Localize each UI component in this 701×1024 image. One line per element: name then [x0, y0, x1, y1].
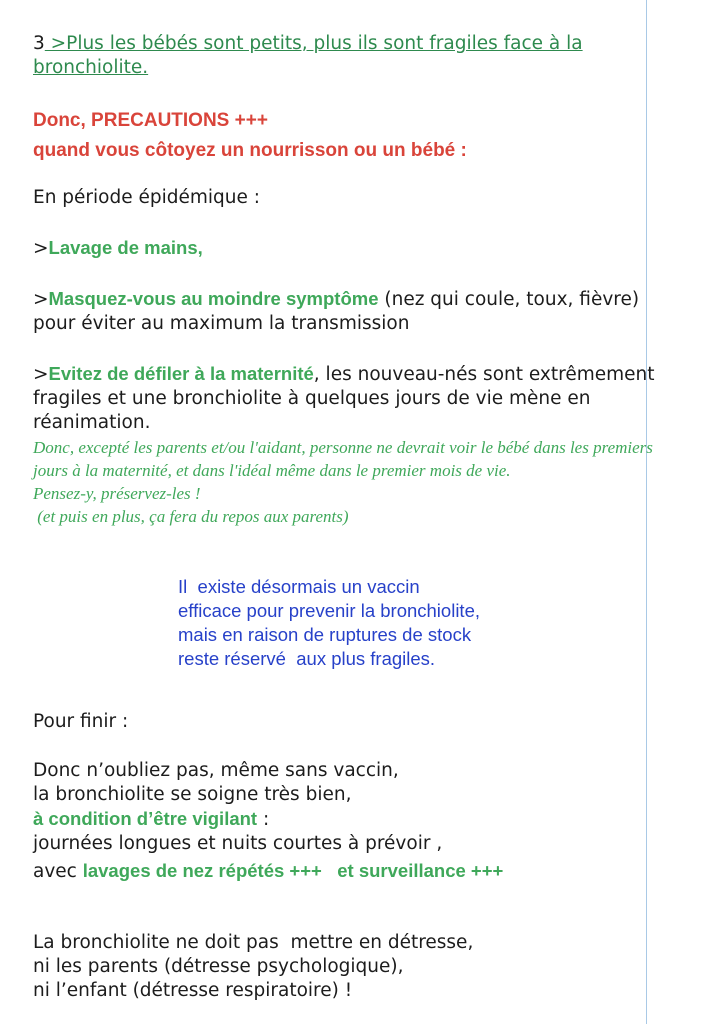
item-maternity-bold: Evitez de défiler à la maternité — [48, 363, 314, 384]
bullet-marker: > — [33, 289, 49, 310]
item-maternity — [33, 362, 655, 435]
precautions-block — [33, 106, 467, 166]
bullet-marker: > — [33, 238, 49, 259]
closing-colon: : — [257, 809, 270, 830]
distress-line: ni l’enfant (détresse respiratoire) ! — [33, 980, 353, 1001]
closing-vigilant — [33, 807, 503, 832]
item-hand-washing-bold: Lavage de mains, — [48, 237, 203, 258]
italic-note-aside: (et puis en plus, ça fera du repos aux parents) — [33, 507, 349, 526]
closing-line: Donc n’oubliez pas, même sans vaccin, — [33, 760, 399, 781]
epidemic-title: En période épidémique : — [33, 187, 261, 208]
closing-line: la bronchiolite se soigne très bien, — [33, 784, 352, 805]
precautions-subtitle: quand vous côtoyez un nourrisson ou un bébé : — [33, 140, 467, 161]
closing-pre: avec — [33, 861, 83, 882]
point-3-link[interactable]: >Plus les bébés sont petits, plus ils sont fragiles face à la bronchiolite. — [33, 33, 583, 78]
vaccine-note — [178, 575, 480, 671]
distress-line: ni les parents (détresse psychologique), — [33, 956, 404, 977]
finish-title: Pour finir : — [33, 711, 129, 732]
distress-block — [33, 931, 473, 1003]
item-hand-washing — [33, 236, 203, 261]
item-mask — [33, 287, 669, 336]
closing-line: journées longues et nuits courtes à prévoir , — [33, 833, 443, 854]
closing-block — [33, 759, 503, 884]
item-maternity-text: , les nouveau-nés sont extrêmement fragiles et une bronchiolite à quelques jours de vie mène en réanimation. — [33, 364, 655, 433]
italic-note-reminder: Pensez-y, préservez-les ! — [33, 484, 201, 503]
closing-nose-wash — [33, 859, 503, 884]
distress-line: La bronchiolite ne doit pas mettre en détresse, — [33, 932, 474, 953]
item-mask-bold: Masquez-vous au moindre symptôme — [48, 288, 379, 309]
vaccine-line: Il existe désormais un vaccin — [178, 576, 420, 597]
closing-nose-wash-bold: lavages de nez répétés +++ et surveillance +++ — [82, 860, 504, 881]
bullet-marker: > — [33, 364, 49, 385]
header-point-3 — [33, 32, 643, 80]
point-number: 3 — [33, 33, 45, 54]
precautions-title: Donc, PRECAUTIONS +++ — [33, 110, 268, 131]
closing-vigilant-bold: à condition d’être vigilant — [33, 808, 258, 829]
vaccine-line: efficace pour prevenir la bronchiolite, — [178, 600, 480, 621]
item-mask-text: (nez qui coule, toux, fièvre) pour éviter au maximum la transmission — [33, 289, 640, 334]
italic-note — [33, 436, 669, 528]
italic-note-main: Donc, excepté les parents et/ou l'aidant, personne ne devrait voir le bébé dans les premiers jours à la maternité, et dans l'idéal même dans le premier mois de vie. — [33, 438, 653, 480]
vaccine-line: reste réservé aux plus fragiles. — [178, 648, 436, 669]
vaccine-line: mais en raison de ruptures de stock — [178, 624, 472, 645]
